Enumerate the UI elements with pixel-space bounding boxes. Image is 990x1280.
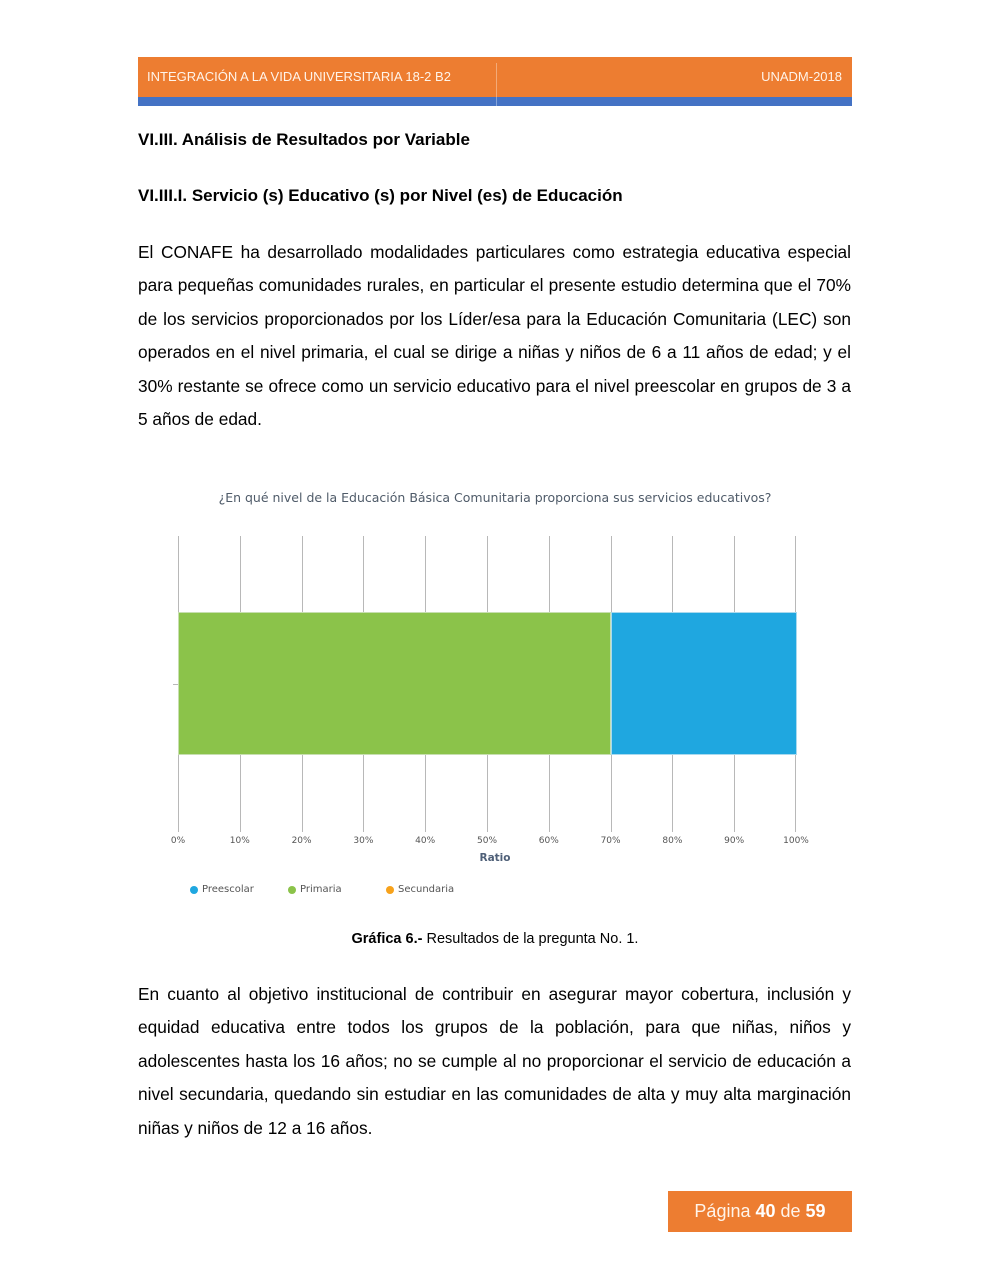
section-heading: VI.III. Análisis de Resultados por Variable (138, 130, 470, 149)
x-tick-label: 20% (291, 836, 312, 846)
x-tick-label: 30% (353, 836, 374, 846)
chart-legend (190, 884, 454, 895)
legend-dot-icon (190, 886, 198, 894)
of-word: de (775, 1201, 806, 1221)
page-word: Página (694, 1201, 756, 1221)
legend-item-preescolar[interactable] (190, 884, 288, 895)
legend-label: Primaria (300, 884, 342, 895)
x-tick-label: 100% (783, 836, 809, 846)
page-current: 40 (755, 1201, 776, 1221)
bar-segment-primaria[interactable] (178, 612, 611, 755)
x-tick-label: 50% (476, 836, 498, 846)
conclusion-paragraph: En cuanto al objetivo institucional de contribuir en asegurar mayor cobertura, inclusión y equidad educativa entre todos los grupos de la población, para que niñas, niños y adolescentes hasta los 16 años; no se cumple al no proporcionar el servicio de educación a nivel secundaria, quedando sin estudiar en las comunidades de alta y muy alta marginación niñas y niños de 12 a 16 años. (138, 984, 851, 1138)
bar-chart (160, 480, 830, 910)
figure-caption (0, 931, 990, 947)
subsection-heading: VI.III.I. Servicio (s) Educativo (s) por Nivel (es) de Educación (138, 186, 623, 205)
x-tick-label: 70% (600, 836, 621, 846)
header-course-title: INTEGRACIÓN A LA VIDA UNIVERSITARIA 18-2 B2 (147, 69, 451, 84)
x-axis-label: Ratio (479, 852, 511, 864)
chart-plot-area (178, 536, 796, 832)
intro-paragraph: El CONAFE ha desarrollado modalidades particulares como estrategia educativa especial para pequeñas comunidades rurales, en particular el presente estudio determina que el 70% de los servicios proporcionados por los Líder/esa para la Educación Comunitaria (LEC) son operados en el nivel primaria, el cual se dirige a niñas y niños de 6 a 11 años de edad; y el 30% restante se ofrece como un servicio educativo para el nivel preescolar en grupos de 3 a 5 años de edad. (138, 242, 851, 430)
legend-label: Preescolar (202, 884, 254, 895)
chart-title: ¿En qué nivel de la Educación Básica Comunitaria proporciona sus servicios educativos? (218, 490, 772, 505)
x-tick-label: 0% (170, 836, 186, 846)
x-tick-label: 60% (538, 836, 559, 846)
caption-label: Gráfica 6.- (351, 931, 423, 947)
x-tick-label: 10% (229, 836, 250, 846)
header-blue-band (138, 97, 852, 106)
header-divider (496, 63, 497, 106)
x-tick-label: 40% (415, 836, 436, 846)
legend-dot-icon (288, 886, 296, 894)
header-institution: UNADM-2018 (761, 69, 842, 84)
legend-dot-icon (386, 886, 394, 894)
page-total: 59 (805, 1201, 826, 1221)
page-header (138, 57, 852, 106)
page-number-box (668, 1191, 852, 1232)
legend-item-secundaria[interactable] (386, 884, 454, 895)
legend-label: Secundaria (398, 884, 455, 895)
caption-text: Resultados de la pregunta No. 1. (422, 931, 639, 947)
x-tick-label: 80% (662, 836, 683, 846)
legend-item-primaria[interactable] (288, 884, 386, 895)
x-tick-label: 90% (724, 836, 745, 846)
bar-segment-preescolar[interactable] (611, 612, 797, 755)
